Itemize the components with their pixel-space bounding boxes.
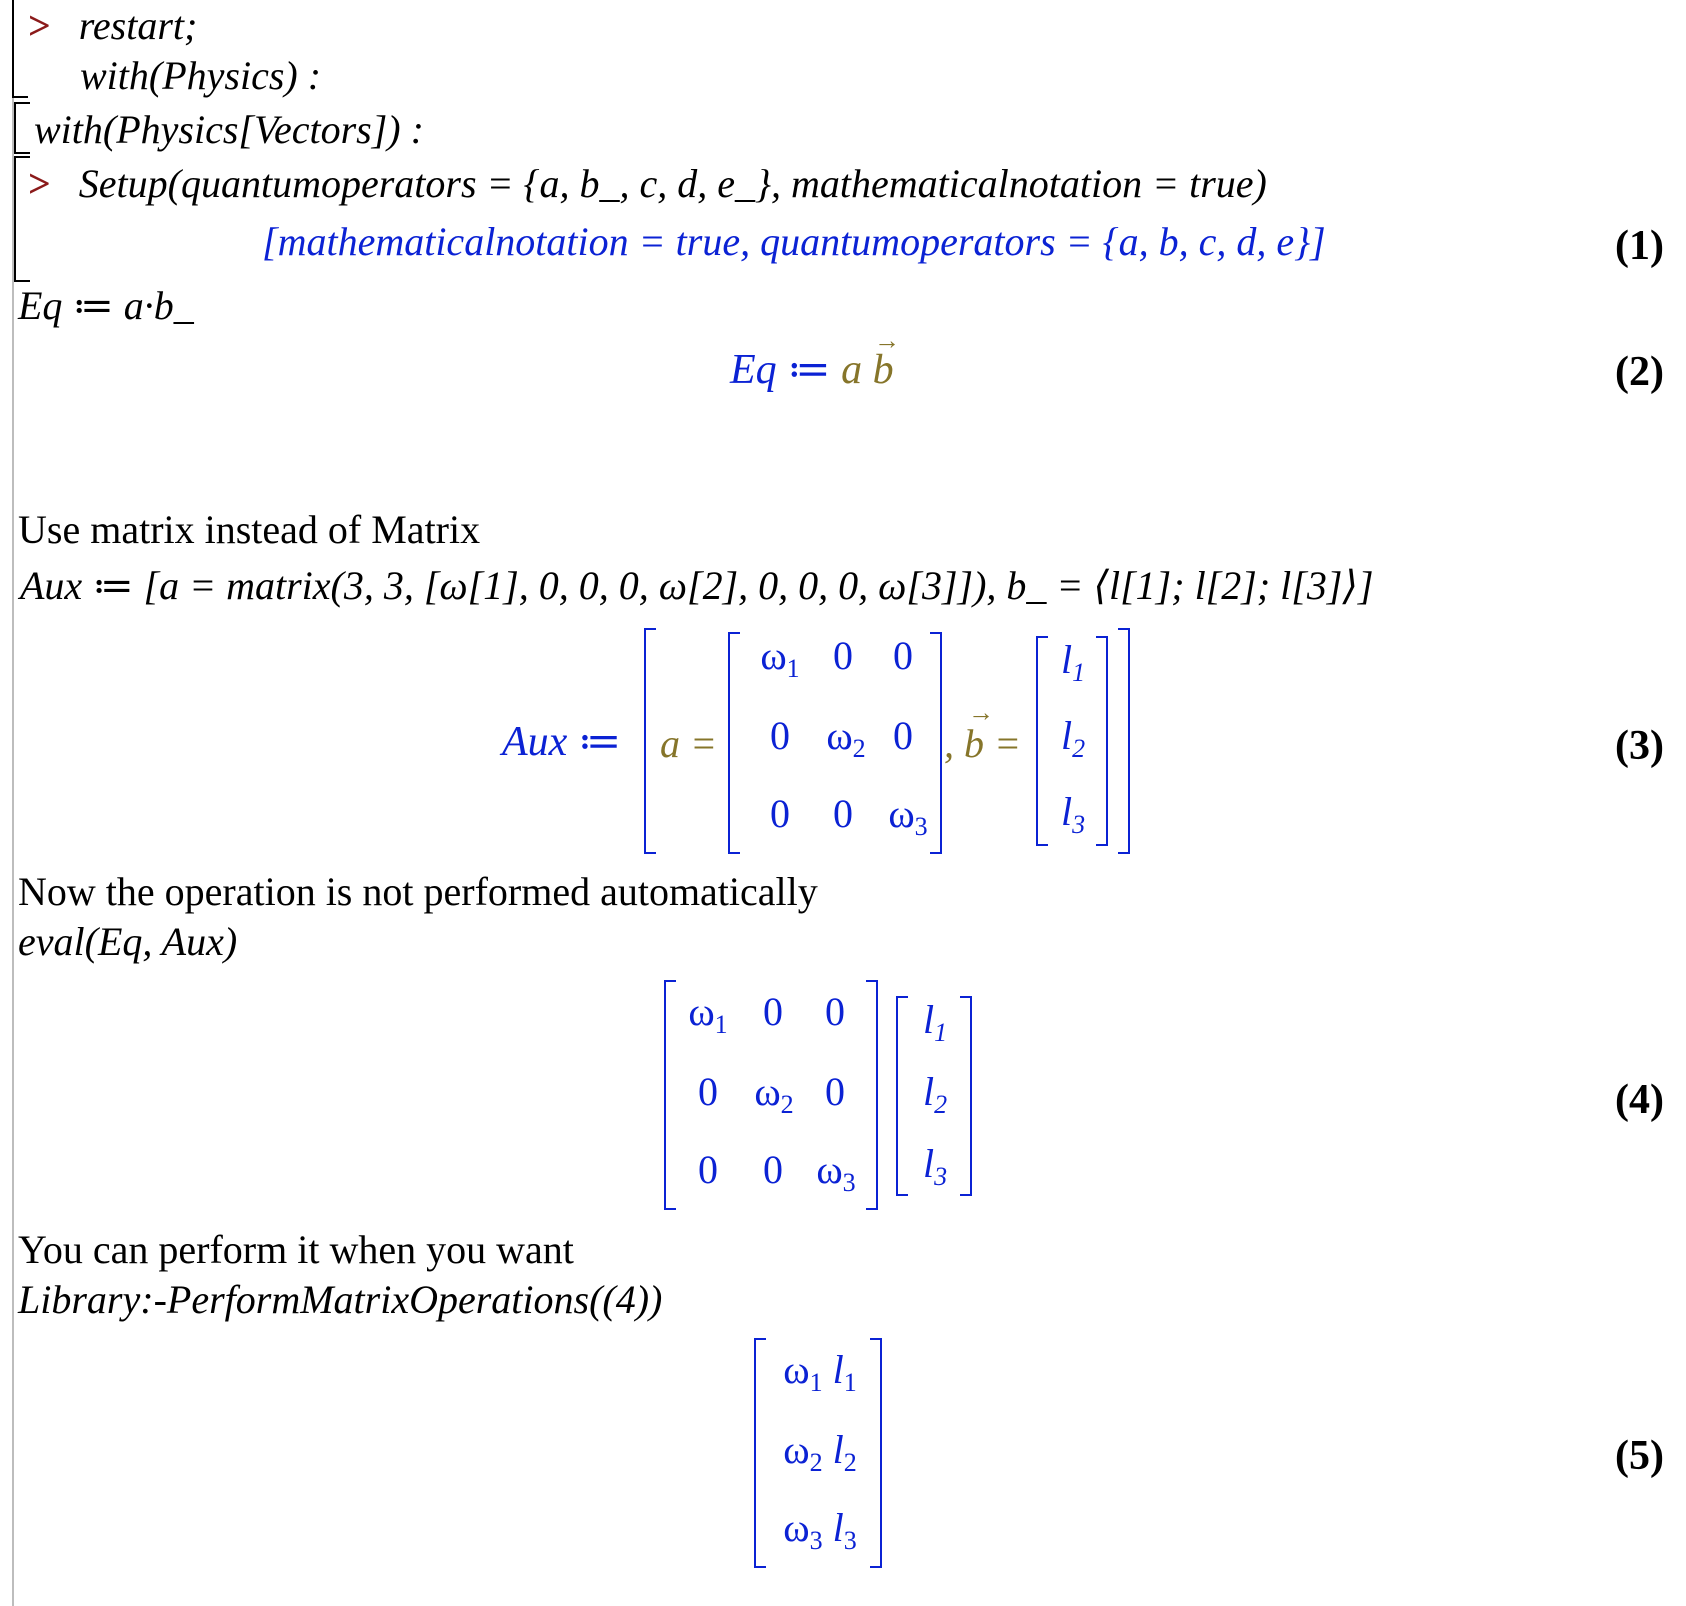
group-bracket-3-head xyxy=(14,156,30,158)
equation-number-4: (4) xyxy=(1615,1077,1664,1123)
matrix-cell: 0 xyxy=(893,633,913,678)
matrix-cell: 0 xyxy=(770,713,790,758)
matrix-cell: $\omega_1$ xyxy=(688,989,728,1039)
outer-list-right-bracket xyxy=(1118,628,1130,854)
text-use-matrix: Use matrix instead of Matrix xyxy=(18,507,481,552)
vector-l-3 xyxy=(1036,636,1108,846)
prompt-symbol-2: > xyxy=(28,161,51,206)
input-with-vectors[interactable]: with(Physics[Vectors]) : xyxy=(34,107,424,152)
vector-right-bracket xyxy=(870,1338,882,1568)
output-2-lhs: Eq ≔ xyxy=(730,347,842,393)
vector-arrow-2: → xyxy=(874,326,900,355)
matrix-omega-4 xyxy=(664,980,878,1210)
output-2 xyxy=(730,344,894,394)
matrix-cell: 0 xyxy=(698,1069,718,1114)
equation-number-2: (2) xyxy=(1615,349,1664,395)
vector-l-4 xyxy=(896,996,972,1196)
matrix-cell: 0 xyxy=(763,1147,783,1192)
vector-cell: $l_2$ xyxy=(922,1069,948,1119)
text-not-automatic: Now the operation is not performed automatically xyxy=(18,869,818,914)
text-perform-when-want: You can perform it when you want xyxy=(18,1227,574,1272)
vector-left-bracket xyxy=(1036,636,1048,846)
matrix-cell: 0 xyxy=(833,633,853,678)
group-bracket-1-foot xyxy=(12,96,28,98)
output-3-lhs: Aux ≔ xyxy=(502,719,622,765)
prompt-symbol: > xyxy=(28,3,51,48)
matrix-left-bracket xyxy=(664,980,676,1210)
restart-command[interactable]: restart; xyxy=(78,3,198,48)
output-2-rhs: a b xyxy=(841,347,894,393)
output-1: [mathematicalnotation = true, quantumoperators = {a, b, c, d, e}] xyxy=(262,219,1326,264)
equation-number-5: (5) xyxy=(1615,1433,1664,1479)
group-bracket-2-foot xyxy=(14,152,30,154)
input-aux-def[interactable]: Aux ≔ [a = matrix(3, 3, [ω[1], 0, 0, 0, ω[2], 0, 0, 0, ω[3]]), b_ = ⟨l[1]; l[2]; l[3]⟩] xyxy=(20,563,1374,608)
matrix-cell: 0 xyxy=(893,713,913,758)
setup-command[interactable]: Setup(quantumoperators = {a, b_, c, d, e_}, mathematicalnotation = true) xyxy=(78,161,1267,206)
vector-left-bracket xyxy=(754,1338,766,1568)
group-bracket-2 xyxy=(14,102,16,154)
output-3-b-label: , b = xyxy=(944,721,1021,766)
matrix-cell: $\omega_2$ xyxy=(826,713,866,763)
matrix-omega-3 xyxy=(728,632,942,854)
input-with-physics[interactable]: with(Physics) : xyxy=(80,53,322,98)
vector-cell: $l_1$ xyxy=(1060,637,1086,687)
output-3-a-label: a = xyxy=(660,721,717,766)
result-cell: $\omega_1$ $l_1$ xyxy=(783,1347,857,1397)
input-setup[interactable] xyxy=(28,160,1267,207)
input-eq-def[interactable]: Eq ≔ a·b_ xyxy=(18,283,194,328)
input-eval[interactable]: eval(Eq, Aux) xyxy=(18,919,238,964)
vector-left-bracket xyxy=(896,996,908,1196)
equation-number-3: (3) xyxy=(1615,723,1664,769)
matrix-cell: $\omega_1$ xyxy=(760,633,800,683)
result-vector-5 xyxy=(754,1338,882,1568)
vector-arrow-3: → xyxy=(968,698,994,727)
vector-cell: $l_1$ xyxy=(922,997,948,1047)
input-restart[interactable] xyxy=(28,2,197,49)
vector-cell: $l_3$ xyxy=(1060,789,1086,839)
result-cell: $\omega_3$ $l_3$ xyxy=(783,1505,857,1555)
matrix-cell: $\omega_3$ xyxy=(888,791,928,841)
matrix-cell: 0 xyxy=(825,989,845,1034)
b-equals: b = xyxy=(964,721,1021,766)
matrix-cell: 0 xyxy=(825,1069,845,1114)
input-perform[interactable]: Library:-PerformMatrixOperations((4)) xyxy=(18,1277,663,1322)
matrix-cell: $\omega_3$ xyxy=(816,1147,856,1197)
equation-number-1: (1) xyxy=(1615,223,1664,269)
matrix-cell: $\omega_2$ xyxy=(754,1069,794,1119)
matrix-left-bracket xyxy=(728,632,740,854)
group-bracket-1 xyxy=(12,0,14,98)
matrix-cell: 0 xyxy=(833,791,853,836)
vector-right-bracket xyxy=(960,996,972,1196)
group-bracket-3 xyxy=(14,156,16,282)
matrix-cell: 0 xyxy=(770,791,790,836)
matrix-cell: 0 xyxy=(698,1147,718,1192)
vector-cell: $l_3$ xyxy=(922,1141,948,1191)
matrix-cell: 0 xyxy=(763,989,783,1034)
group-bracket-2-head xyxy=(14,102,30,104)
matrix-right-bracket xyxy=(866,980,878,1210)
result-cell: $\omega_2$ $l_2$ xyxy=(783,1427,857,1477)
outer-list-left-bracket xyxy=(644,628,656,854)
vector-cell: $l_2$ xyxy=(1060,713,1086,763)
